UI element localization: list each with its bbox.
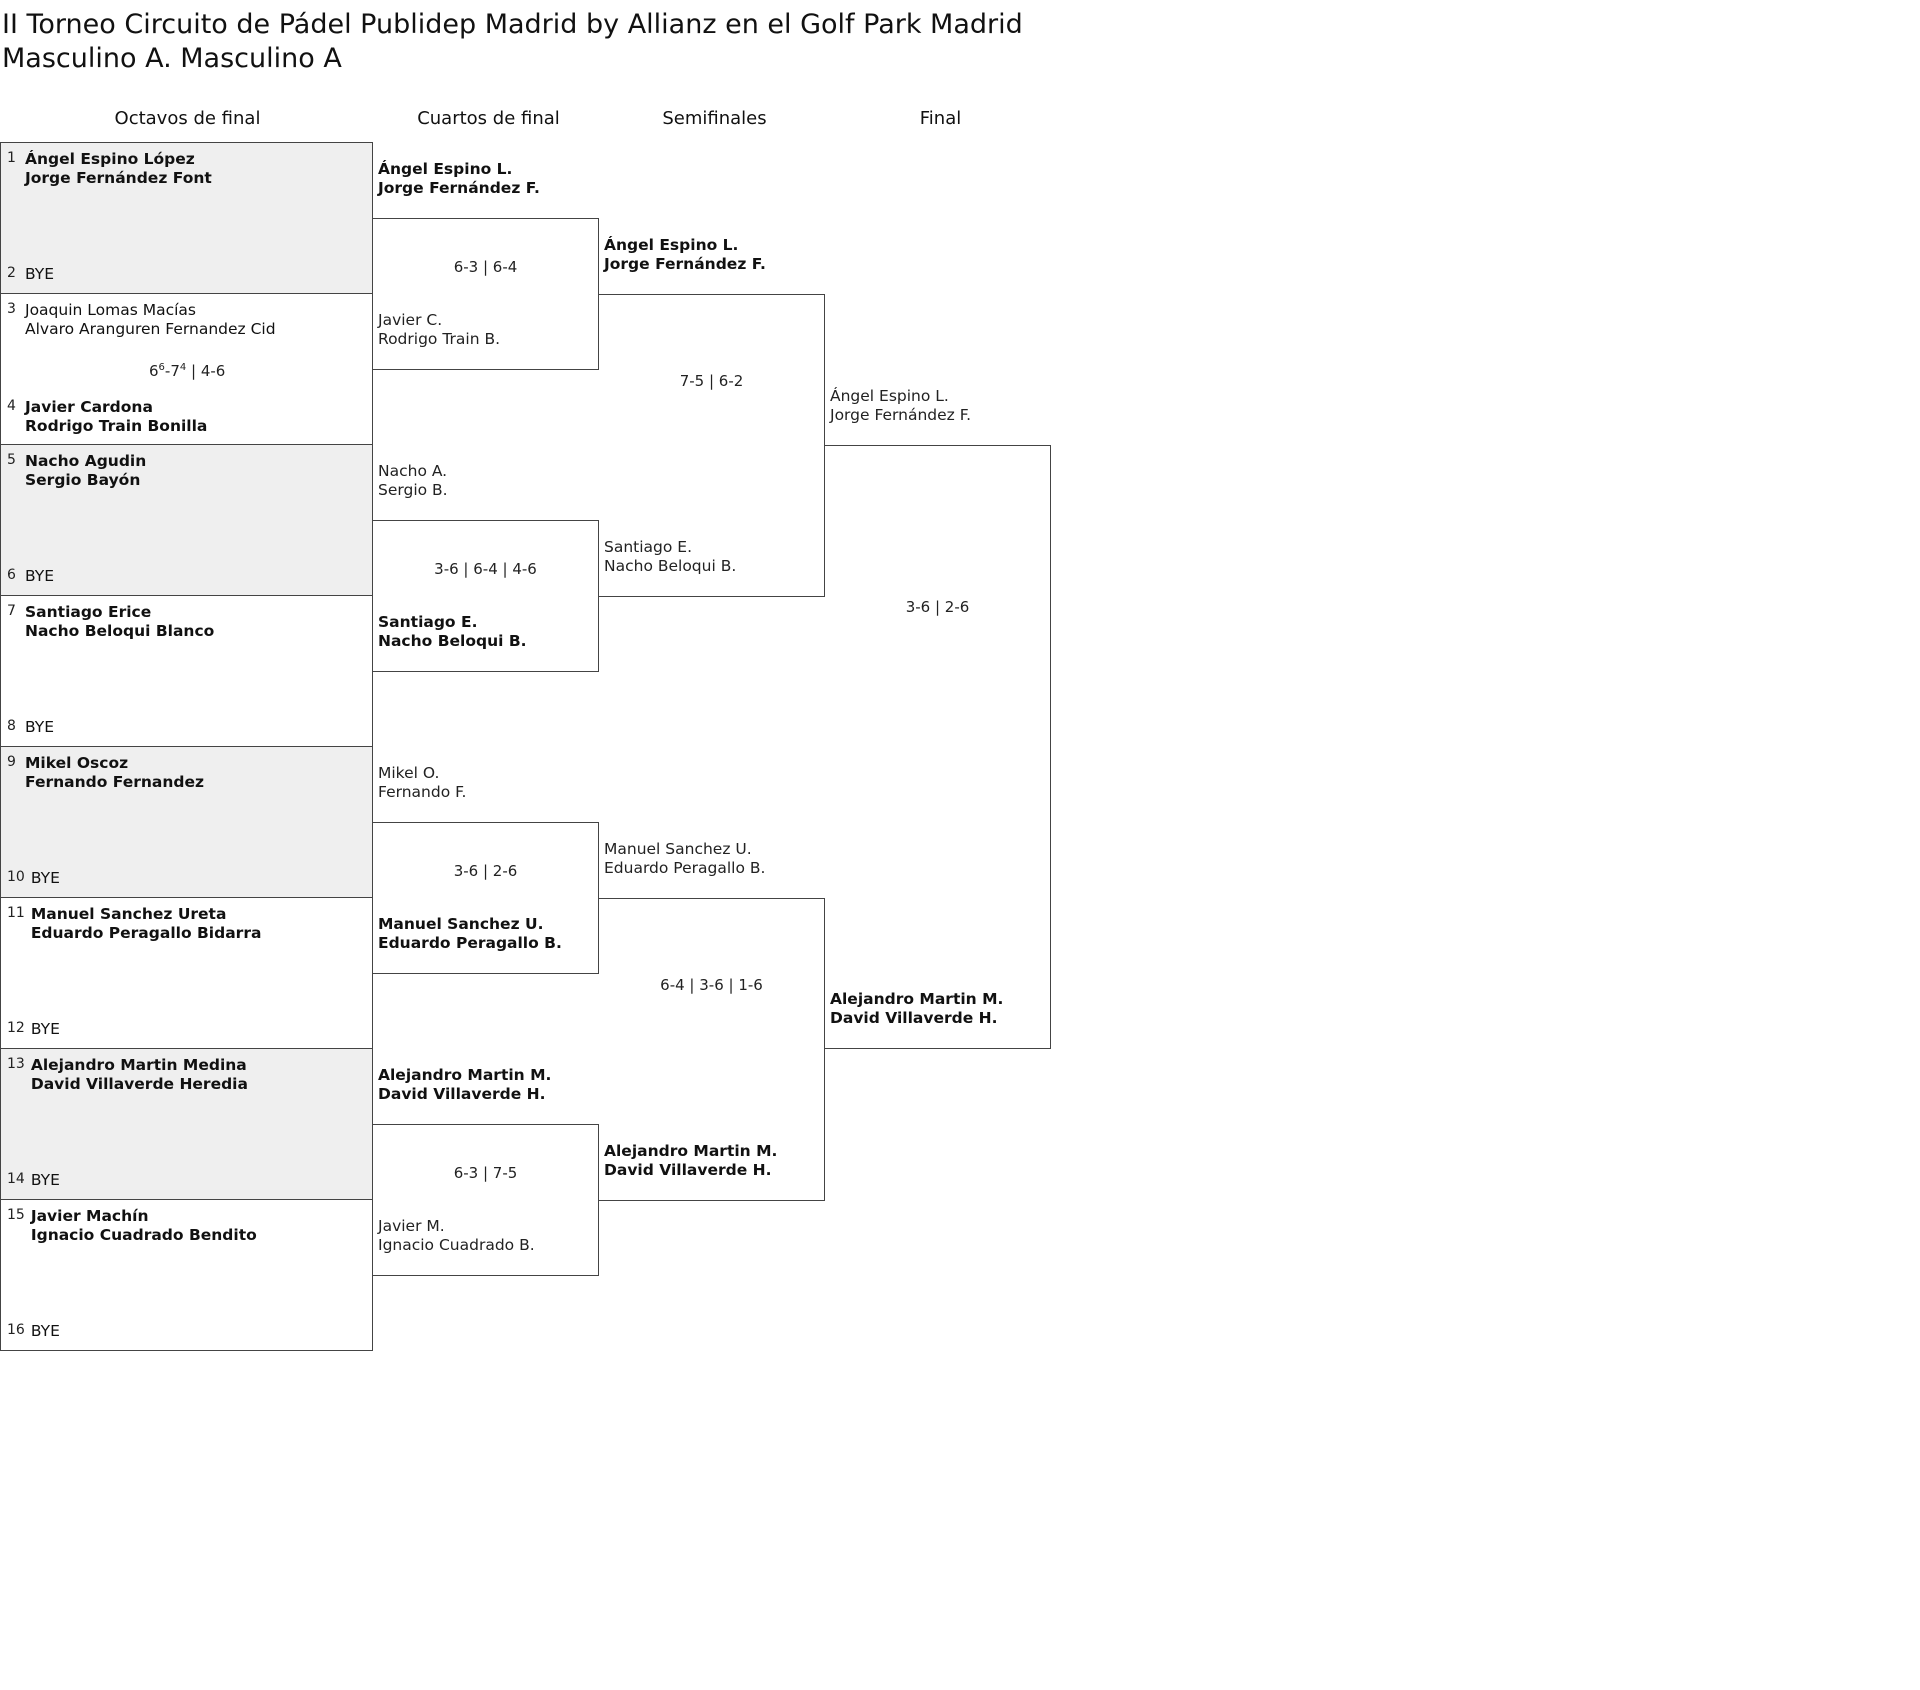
team-names (25, 718, 54, 737)
team-pair[interactable] (378, 462, 448, 500)
team-pair[interactable] (378, 311, 500, 349)
player-name: Ángel Espino L. (378, 160, 513, 178)
seed-number: 7 (7, 603, 16, 619)
round-header-cuartos: Cuartos de final (417, 108, 560, 129)
player-name: David Villaverde H. (830, 1009, 998, 1027)
seed-number: 4 (7, 398, 16, 414)
player-name: Sergio Bayón (25, 471, 141, 489)
octavos-match (0, 897, 373, 1049)
player-name: BYE (25, 265, 55, 283)
team-entry[interactable] (7, 265, 54, 284)
tiebreak-points: 4 (179, 362, 187, 373)
player-name: Nacho Agudin (25, 452, 147, 470)
octavos-match (0, 142, 373, 294)
tournament-title: II Torneo Circuito de Pádel Publidep Madrid by Allianz en el Golf Park Madrid (2, 9, 1023, 40)
seed-number: 11 (7, 905, 25, 921)
player-name: Alejandro Martin M. (378, 1066, 552, 1084)
team-pair[interactable] (604, 236, 766, 274)
player-name: Javier C. (378, 311, 443, 329)
team-pair[interactable] (378, 1066, 551, 1104)
set-score: 7 (170, 362, 180, 380)
team-entry[interactable] (7, 452, 146, 490)
round-header-octavos: Octavos de final (114, 108, 261, 129)
seed-number: 9 (7, 754, 16, 770)
player-name: David Villaverde H. (604, 1161, 772, 1179)
player-name: Manuel Sanchez U. (378, 915, 544, 933)
team-names (31, 1322, 60, 1341)
team-names (31, 869, 60, 888)
team-entry[interactable] (7, 567, 54, 586)
match-score: 7-5 | 6-2 (679, 372, 744, 390)
player-name: Ángel Espino López (25, 150, 195, 168)
player-name: Javier Machín (30, 1207, 149, 1225)
team-names (31, 1020, 60, 1039)
player-name: Rodrigo Train Bonilla (25, 417, 208, 435)
seed-number: 14 (7, 1171, 25, 1187)
team-entry[interactable] (7, 1020, 60, 1039)
player-name: Eduardo Peragallo Bidarra (30, 924, 262, 942)
player-name: Jorge Fernández F. (830, 406, 972, 424)
team-entry[interactable] (7, 1322, 60, 1341)
set-score: | 4-6 (186, 362, 226, 380)
match-score: 3-6 | 6-4 | 4-6 (434, 560, 537, 578)
match-score (149, 362, 225, 380)
player-name: Sergio B. (378, 481, 448, 499)
player-name: David Villaverde Heredia (30, 1075, 248, 1093)
player-name: BYE (25, 718, 55, 736)
octavos-match (0, 595, 373, 747)
player-name: BYE (30, 1322, 60, 1340)
team-entry[interactable] (7, 718, 54, 737)
team-names (25, 301, 276, 339)
team-names (31, 1171, 60, 1190)
player-name: Javier M. (378, 1217, 445, 1235)
team-pair[interactable] (378, 613, 527, 651)
octavos-match (0, 746, 373, 898)
seed-number: 5 (7, 452, 16, 468)
team-names (31, 1056, 248, 1094)
player-name: Manuel Sanchez Ureta (30, 905, 227, 923)
player-name: Alejandro Martin M. (830, 990, 1004, 1008)
team-entry[interactable] (7, 1171, 60, 1190)
team-names (25, 265, 54, 284)
octavos-match (0, 444, 373, 596)
octavos-match (0, 293, 373, 445)
team-pair[interactable] (604, 1142, 777, 1180)
team-names (25, 150, 212, 188)
final-connector (824, 445, 1051, 1049)
match-score: 6-3 | 6-4 (453, 258, 518, 276)
team-names (25, 754, 204, 792)
seed-number: 12 (7, 1020, 25, 1036)
player-name: Ángel Espino L. (830, 387, 949, 405)
player-name: Eduardo Peragallo B. (604, 859, 766, 877)
player-name: Eduardo Peragallo B. (378, 934, 562, 952)
player-name: Mikel Oscoz (25, 754, 129, 772)
team-entry[interactable] (7, 905, 261, 943)
round-header-final: Final (919, 108, 962, 129)
team-names (31, 905, 262, 943)
player-name: Javier Cardona (25, 398, 153, 416)
player-name: Ignacio Cuadrado B. (378, 1236, 535, 1254)
player-name: David Villaverde H. (378, 1085, 546, 1103)
seed-number: 10 (7, 869, 25, 885)
team-entry[interactable] (7, 603, 214, 641)
team-pair[interactable] (830, 387, 971, 425)
player-name: Santiago E. (378, 613, 478, 631)
player-name: Nacho A. (378, 462, 448, 480)
player-name: BYE (30, 1171, 60, 1189)
team-pair[interactable] (604, 840, 765, 878)
player-name: Jorge Fernández F. (378, 179, 540, 197)
team-pair[interactable] (378, 915, 562, 953)
seed-number: 16 (7, 1322, 25, 1338)
team-names (25, 452, 146, 490)
seed-number: 3 (7, 301, 16, 317)
seed-number: 1 (7, 150, 16, 166)
player-name: Nacho Beloqui B. (604, 557, 737, 575)
set-score: - (164, 362, 171, 380)
team-entry[interactable] (7, 754, 204, 792)
seed-number: 2 (7, 265, 16, 281)
team-entry[interactable] (7, 1207, 257, 1245)
player-name: Jorge Fernández F. (604, 255, 766, 273)
player-name: Jorge Fernández Font (25, 169, 212, 187)
team-names (25, 398, 207, 436)
round-header-semis: Semifinales (662, 108, 767, 129)
player-name: Alvaro Aranguren Fernandez Cid (25, 320, 276, 338)
team-pair[interactable] (830, 990, 1003, 1028)
tiebreak-points: 6 (158, 362, 165, 373)
team-entry[interactable] (7, 150, 212, 188)
team-pair[interactable] (378, 160, 540, 198)
player-name: Mikel O. (378, 764, 440, 782)
team-entry[interactable] (7, 869, 60, 888)
team-names (31, 1207, 257, 1245)
player-name: Ignacio Cuadrado Bendito (30, 1226, 257, 1244)
team-pair[interactable] (378, 764, 466, 802)
player-name: BYE (30, 869, 60, 887)
team-pair[interactable] (378, 1217, 535, 1255)
team-entry[interactable] (7, 398, 207, 436)
match-score: 6-3 | 7-5 (453, 1164, 518, 1182)
team-names (25, 603, 214, 641)
seed-number: 13 (7, 1056, 25, 1072)
player-name: Alejandro Martin Medina (30, 1056, 247, 1074)
team-entry[interactable] (7, 301, 276, 339)
match-score: 6-4 | 3-6 | 1-6 (660, 976, 763, 994)
team-names (25, 567, 54, 586)
player-name: BYE (30, 1020, 60, 1038)
match-score: 3-6 | 2-6 (905, 598, 970, 616)
player-name: Manuel Sanchez U. (604, 840, 752, 858)
player-name: Nacho Beloqui B. (378, 632, 527, 650)
octavos-match (0, 1048, 373, 1200)
player-name: Alejandro Martin M. (604, 1142, 778, 1160)
player-name: Fernando Fernandez (25, 773, 205, 791)
octavos-match (0, 1199, 373, 1351)
seed-number: 15 (7, 1207, 25, 1223)
seed-number: 6 (7, 567, 16, 583)
player-name: Rodrigo Train B. (378, 330, 501, 348)
category-subtitle: Masculino A. Masculino A (2, 43, 342, 74)
player-name: Santiago Erice (25, 603, 152, 621)
team-pair[interactable] (604, 538, 736, 576)
player-name: BYE (25, 567, 55, 585)
player-name: Ángel Espino L. (604, 236, 739, 254)
team-entry[interactable] (7, 1056, 248, 1094)
player-name: Santiago E. (604, 538, 693, 556)
match-score: 3-6 | 2-6 (453, 862, 518, 880)
player-name: Nacho Beloqui Blanco (25, 622, 215, 640)
set-score: 6 (149, 362, 159, 380)
player-name: Fernando F. (378, 783, 467, 801)
seed-number: 8 (7, 718, 16, 734)
player-name: Joaquin Lomas Macías (25, 301, 196, 319)
